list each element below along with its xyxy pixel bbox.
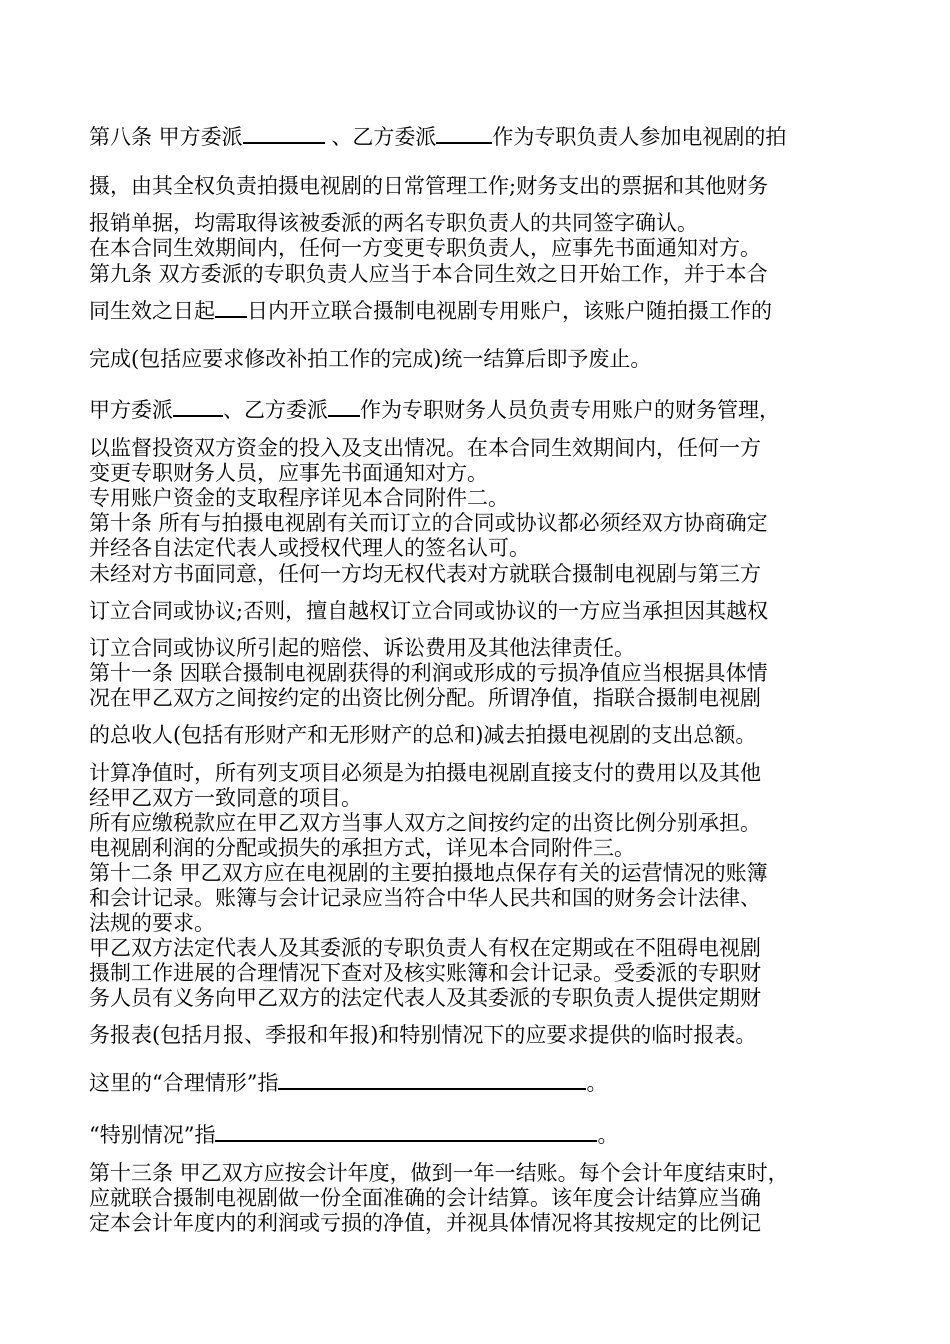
text-line	[89, 510, 869, 536]
text-line	[89, 397, 869, 423]
text-segment: “特别情况”指	[89, 1123, 216, 1147]
text-line	[89, 346, 869, 372]
text-segment: 。	[597, 1123, 619, 1147]
text-line	[89, 124, 869, 150]
text-segment: 变更专职财务人员，应事先书面通知对方。	[89, 461, 488, 485]
text-line	[89, 810, 869, 836]
text-segment: 以监督投资双方资金的投入及支出情况。在本合同生效期间内，任何一方	[89, 436, 761, 460]
text-line	[89, 210, 869, 236]
text-segment: 并经各自法定代表人或授权代理人的签名认可。	[89, 536, 530, 560]
text-segment: 订立合同或协议所引起的赔偿、诉讼费用及其他法律责任。	[89, 636, 635, 660]
text-segment: 所有应缴税款应在甲乙双方当事人双方之间按约定的出资比例分别承担。	[89, 811, 761, 835]
text-segment: 在本合同生效期间内，任何一方变更专职负责人，应事先书面通知对方。	[89, 236, 761, 260]
text-segment: 和会计记录。账簿与会计记录应当符合中华人民共和国的财务会计法律、	[89, 886, 761, 910]
text-line	[89, 910, 869, 936]
fill-in-blank	[215, 1122, 597, 1142]
text-segment: 日内开立联合摄制电视剧专用账户，该账户随拍摄工作的	[247, 299, 772, 323]
text-segment: 第十三条 甲乙双方应按会计年度，做到一年一结账。每个会计年度结束时，	[89, 1161, 789, 1185]
text-segment: 、乙方委派	[223, 398, 328, 422]
text-line	[89, 1185, 869, 1211]
text-line	[89, 261, 869, 287]
text-segment: 定本会计年度内的利润或亏损的净值，并视具体情况将其按规定的比例记	[89, 1211, 761, 1235]
text-line	[89, 1070, 869, 1096]
text-segment: 完成(包括应要求修改补拍工作的完成)统一结算后即予废止。	[89, 347, 652, 371]
text-segment: 未经对方书面同意，任何一方均无权代表对方就联合摄制电视剧与第三方	[89, 562, 761, 586]
text-line	[89, 561, 869, 587]
text-line	[89, 460, 869, 486]
text-line	[89, 235, 869, 261]
text-segment: 摄制工作进展的合理情况下查对及核实账簿和会计记录。受委派的专职财	[89, 961, 761, 985]
text-segment: 第十二条 甲乙双方应在电视剧的主要拍摄地点保存有关的运营情况的账簿	[89, 861, 768, 885]
text-line	[89, 298, 869, 324]
text-line	[89, 535, 869, 561]
text-line	[89, 485, 869, 511]
fill-in-blank	[436, 124, 492, 144]
text-line	[89, 660, 869, 686]
fill-in-blank	[278, 1070, 586, 1090]
text-segment: 第九条 双方委派的专职负责人应当于本合同生效之日开始工作，并于本合	[89, 262, 768, 286]
text-line	[89, 1022, 869, 1048]
fill-in-blank	[173, 397, 223, 417]
text-segment: 务人员有义务向甲乙双方的法定代表人及其委派的专职负责人提供定期财	[89, 986, 761, 1010]
text-segment: 第十一条 因联合摄制电视剧获得的利润或形成的亏损净值应当根据具体情	[89, 661, 768, 685]
text-line	[89, 935, 869, 961]
text-line	[89, 435, 869, 461]
text-segment: 同生效之日起	[89, 299, 215, 323]
fill-in-blank	[328, 397, 360, 417]
text-line	[89, 1210, 869, 1236]
text-segment: 法规的要求。	[89, 911, 215, 935]
text-line	[89, 860, 869, 886]
text-line	[89, 1122, 869, 1148]
text-segment: 电视剧利润的分配或损失的承担方式，详见本合同附件三。	[89, 836, 635, 860]
text-segment: 应就联合摄制电视剧做一份全面准确的会计结算。该年度会计结算应当确	[89, 1186, 761, 1210]
text-line	[89, 835, 869, 861]
text-segment: 计算净值时，所有列支项目必须是为拍摄电视剧直接支付的费用以及其他	[89, 761, 761, 785]
text-segment: 作为专职财务人员负责专用账户的财务管理，	[360, 398, 780, 422]
text-line	[89, 722, 869, 748]
text-segment: 况在甲乙双方之间按约定的出资比例分配。所谓净值，指联合摄制电视剧	[89, 686, 761, 710]
text-line	[89, 173, 869, 199]
text-line	[89, 785, 869, 811]
text-line	[89, 635, 869, 661]
text-segment: 的总收人(包括有形财产和无形财产的总和)减去拍摄电视剧的支出总额。	[89, 723, 757, 747]
text-segment: 摄，由其全权负责拍摄电视剧的日常管理工作;财务支出的票据和其他财务	[89, 174, 769, 198]
text-segment: 第十条 所有与拍摄电视剧有关而订立的合同或协议都必须经双方协商确定	[89, 511, 768, 535]
fill-in-blank	[243, 124, 325, 144]
text-line	[89, 985, 869, 1011]
text-segment: 、乙方委派	[324, 125, 437, 149]
text-segment: 第八条 甲方委派	[89, 125, 243, 149]
text-segment: 务报表(包括月报、季报和年报)和特别情况下的应要求提供的临时报表。	[89, 1023, 757, 1047]
text-line	[89, 685, 869, 711]
text-segment: 甲方委派	[89, 398, 173, 422]
text-segment: 报销单据，均需取得该被委派的两名专职负责人的共同签字确认。	[89, 211, 698, 235]
text-segment: 甲乙双方法定代表人及其委派的专职负责人有权在定期或在不阻碍电视剧	[89, 936, 761, 960]
text-segment: 作为专职负责人参加电视剧的拍	[492, 125, 787, 149]
text-line	[89, 1160, 869, 1186]
text-segment: 专用账户资金的支取程序详见本合同附件二。	[89, 486, 509, 510]
text-segment: 。	[586, 1071, 608, 1095]
text-segment: 订立合同或协议;否则，擅自越权订立合同或协议的一方应当承担因其越权	[89, 599, 769, 623]
text-segment: 这里的“合理情形”指	[89, 1071, 279, 1095]
text-segment: 经甲乙双方一致同意的项目。	[89, 786, 362, 810]
text-line	[89, 760, 869, 786]
text-line	[89, 598, 869, 624]
fill-in-blank	[215, 298, 247, 318]
text-line	[89, 885, 869, 911]
text-line	[89, 960, 869, 986]
